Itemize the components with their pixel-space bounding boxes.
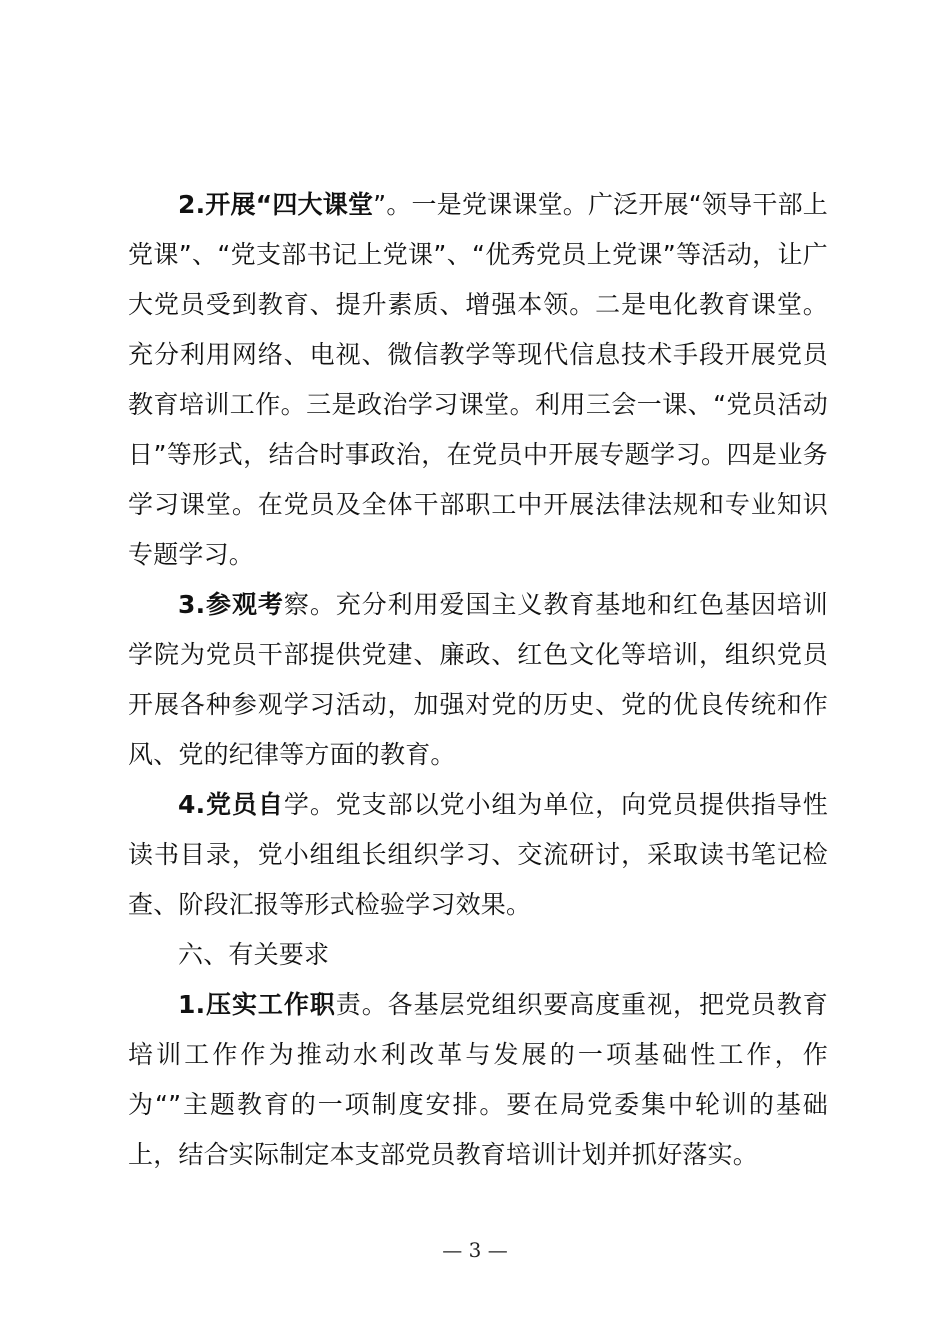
section-heading-requirements — [128, 930, 828, 980]
page-number: — 3 — — [442, 1238, 508, 1262]
paragraph-heading: 4.党员自 — [178, 790, 284, 819]
paragraph-heading: 1.压实工作职 — [178, 990, 336, 1019]
paragraph-heading: 2.开展“四大课堂 — [178, 190, 374, 219]
document-body — [128, 180, 828, 1180]
paragraph-text: 学。党支部以党小组为单位，向党员提供指导性读书目录，党小组组长组织学习、交流研讨，采取读书笔记检查、阶段汇报等形式检验学习效果。 — [128, 790, 828, 919]
section-heading-text: 六、有关要求 — [178, 940, 330, 969]
paragraph-site-visits — [128, 580, 828, 780]
paragraph-text: 察。充分利用爱国主义教育基地和红色基因培训学院为党员干部提供党建、廉政、红色文化等培训，组织党员开展各种参观学习活动，加强对党的历史、党的优良传统和作风、党的纪律等方面的教育。 — [128, 590, 828, 769]
paragraph-text: ”。一是党课课堂。广泛开展“领导干部上党课”、“党支部书记上党课”、“优秀党员上党课”等活动，让广大党员受到教育、提升素质、增强本领。二是电化教育课堂。充分利用网络、电视、微信教学等现代信息技术手段开展党员教育培训工作。三是政治学习课堂。利用三会一课、“党员活动日”等形式，结合时事政治，在党员中开展专题学习。四是业务学习课堂。在党员及全体干部职工中开展法律法规和专业知识专题学习。 — [128, 190, 828, 569]
paragraph-text: 责。各基层党组织要高度重视，把党员教育培训工作作为推动水利改革与发展的一项基础性工作，作为“”主题教育的一项制度安排。要在局党委集中轮训的基础上，结合实际制定本支部党员教育培训计划并抓好落实。 — [128, 990, 828, 1169]
paragraph-self-study — [128, 780, 828, 930]
paragraph-heading: 3.参观考 — [178, 590, 284, 619]
paragraph-responsibilities — [128, 980, 828, 1180]
paragraph-four-classrooms — [128, 180, 828, 580]
